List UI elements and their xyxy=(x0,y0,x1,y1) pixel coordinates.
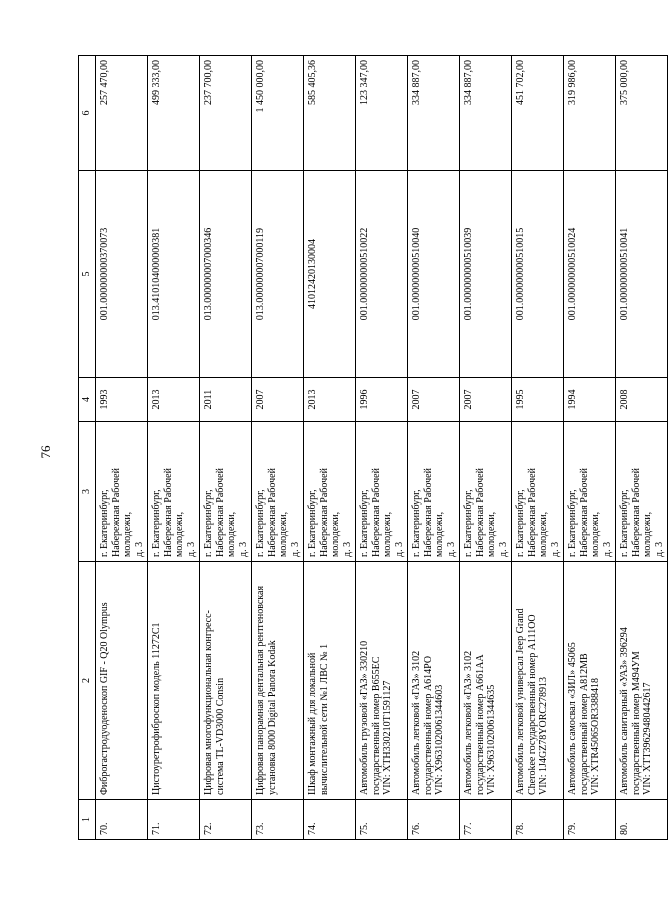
page-number: 76 xyxy=(38,445,53,459)
asset-address: г. Екатеринбург, Набережная Рабочей молодежи, д. 3 xyxy=(96,422,148,562)
column-number-row xyxy=(79,56,96,840)
inventory-number: 013.410104000000381 xyxy=(148,171,200,378)
asset-year: 1993 xyxy=(96,378,148,422)
asset-name: Автомобиль грузовой «ГАЗ» 330210 государственный номер В655ЕС VIN: XTH330210T1591127 xyxy=(356,562,408,800)
column-header: 1 xyxy=(79,800,96,840)
column-header: 6 xyxy=(79,56,96,171)
asset-address: г. Екатеринбург, Набережная Рабочей молодежи, д. 3 xyxy=(200,422,252,562)
asset-year: 2007 xyxy=(460,378,512,422)
asset-address: г. Екатеринбург, Набережная Рабочей молодежи, д. 3 xyxy=(460,422,512,562)
table-row xyxy=(564,56,616,840)
row-number: 80. xyxy=(616,800,668,840)
asset-name: Автомобиль легковой «ГАЗ» 3102 государственный номер А661АА VIN: X9631020061344635 xyxy=(460,562,512,800)
inventory-number: 001.000000000510015 xyxy=(512,171,564,378)
table-row xyxy=(200,56,252,840)
asset-name: Цифровая многофункциональная конгресс- система TL-VD3000 Consin xyxy=(200,562,252,800)
asset-year: 1996 xyxy=(356,378,408,422)
asset-name: Цифровая панорамная дентальная рентгеновская установка 8000 Digital Panora Kodak xyxy=(252,562,304,800)
asset-name: Автомобиль легковой «ГАЗ» 3102 государственный номер А614РО VIN: X9631020061344603 xyxy=(408,562,460,800)
asset-year: 2013 xyxy=(148,378,200,422)
row-number: 73. xyxy=(252,800,304,840)
asset-value: 585 405,36 xyxy=(304,56,356,171)
row-number: 70. xyxy=(96,800,148,840)
table-row xyxy=(356,56,408,840)
asset-value: 334 887,00 xyxy=(408,56,460,171)
table-row xyxy=(616,56,668,840)
asset-year: 2007 xyxy=(408,378,460,422)
table-row xyxy=(460,56,512,840)
table-row xyxy=(408,56,460,840)
property-table xyxy=(78,55,668,840)
asset-address: г. Екатеринбург, Набережная Рабочей молодежи, д. 3 xyxy=(512,422,564,562)
row-number: 78. xyxy=(512,800,564,840)
asset-year: 1995 xyxy=(512,378,564,422)
inventory-number: 001.000000000510024 xyxy=(564,171,616,378)
asset-year: 2008 xyxy=(616,378,668,422)
asset-address: г. Екатеринбург, Набережная Рабочей молодежи, д. 3 xyxy=(408,422,460,562)
asset-year: 2011 xyxy=(200,378,252,422)
inventory-number: 001.000000000370073 xyxy=(96,171,148,378)
asset-value: 257 470,00 xyxy=(96,56,148,171)
asset-address: г. Екатеринбург, Набережная Рабочей молодежи, д. 3 xyxy=(356,422,408,562)
column-header: 5 xyxy=(79,171,96,378)
row-number: 72. xyxy=(200,800,252,840)
table-row xyxy=(96,56,148,840)
row-number: 76. xyxy=(408,800,460,840)
inventory-number: 001.000000000510041 xyxy=(616,171,668,378)
row-number: 74. xyxy=(304,800,356,840)
asset-year: 2007 xyxy=(252,378,304,422)
asset-name: Автомобиль легковой универсал Jeep Grand Cherokee государственный номер А111ОО VIN: 1J4GZ78YORC278913 xyxy=(512,562,564,800)
asset-name: Шкаф монтажный для локальной вычислительной сети №1 ЛВС № 1 xyxy=(304,562,356,800)
inventory-number: 41012420130004 xyxy=(304,171,356,378)
rotated-table-container xyxy=(78,56,665,840)
row-number: 77. xyxy=(460,800,512,840)
table-row xyxy=(148,56,200,840)
asset-value: 237 700,00 xyxy=(200,56,252,171)
column-header: 4 xyxy=(79,378,96,422)
asset-value: 334 887,00 xyxy=(460,56,512,171)
asset-name: Автомобиль санитарный «УАЗ» 396294 государственный номер М494УМ VIN: XTT39629480442617 xyxy=(616,562,668,800)
row-number: 75. xyxy=(356,800,408,840)
asset-name: Цистоуретрофиброскоп модель 11272С1 xyxy=(148,562,200,800)
column-header: 3 xyxy=(79,422,96,562)
row-number: 79. xyxy=(564,800,616,840)
asset-address: г. Екатеринбург, Набережная Рабочей молодежи, д. 3 xyxy=(616,422,668,562)
table-row xyxy=(252,56,304,840)
asset-value: 1 450 000,00 xyxy=(252,56,304,171)
asset-year: 1994 xyxy=(564,378,616,422)
asset-value: 375 000,00 xyxy=(616,56,668,171)
asset-value: 123 347,00 xyxy=(356,56,408,171)
asset-address: г. Екатеринбург, Набережная Рабочей молодежи, д. 3 xyxy=(304,422,356,562)
asset-address: г. Екатеринбург, Набережная Рабочей молодежи, д. 3 xyxy=(252,422,304,562)
inventory-number: 013.000000007000346 xyxy=(200,171,252,378)
asset-name: Автомобиль самосвал «ЗИЛ» 45065 государственный номер А812МВ VIN: XTR45065OR3388418 xyxy=(564,562,616,800)
asset-year: 2013 xyxy=(304,378,356,422)
row-number: 71. xyxy=(148,800,200,840)
asset-address: г. Екатеринбург, Набережная Рабочей молодежи, д. 3 xyxy=(564,422,616,562)
table-row xyxy=(304,56,356,840)
inventory-number: 001.000000000510039 xyxy=(460,171,512,378)
asset-value: 319 986,00 xyxy=(564,56,616,171)
inventory-number: 013.000000007000119 xyxy=(252,171,304,378)
column-header: 2 xyxy=(79,562,96,800)
inventory-number: 001.000000000510022 xyxy=(356,171,408,378)
asset-value: 499 333,00 xyxy=(148,56,200,171)
table-row xyxy=(512,56,564,840)
inventory-number: 001.000000000510040 xyxy=(408,171,460,378)
asset-name: Фиброгастродуоденоскоп GIF - Q20 Olympus xyxy=(96,562,148,800)
asset-value: 451 702,00 xyxy=(512,56,564,171)
asset-address: г. Екатеринбург, Набережная Рабочей молодежи, д. 3 xyxy=(148,422,200,562)
